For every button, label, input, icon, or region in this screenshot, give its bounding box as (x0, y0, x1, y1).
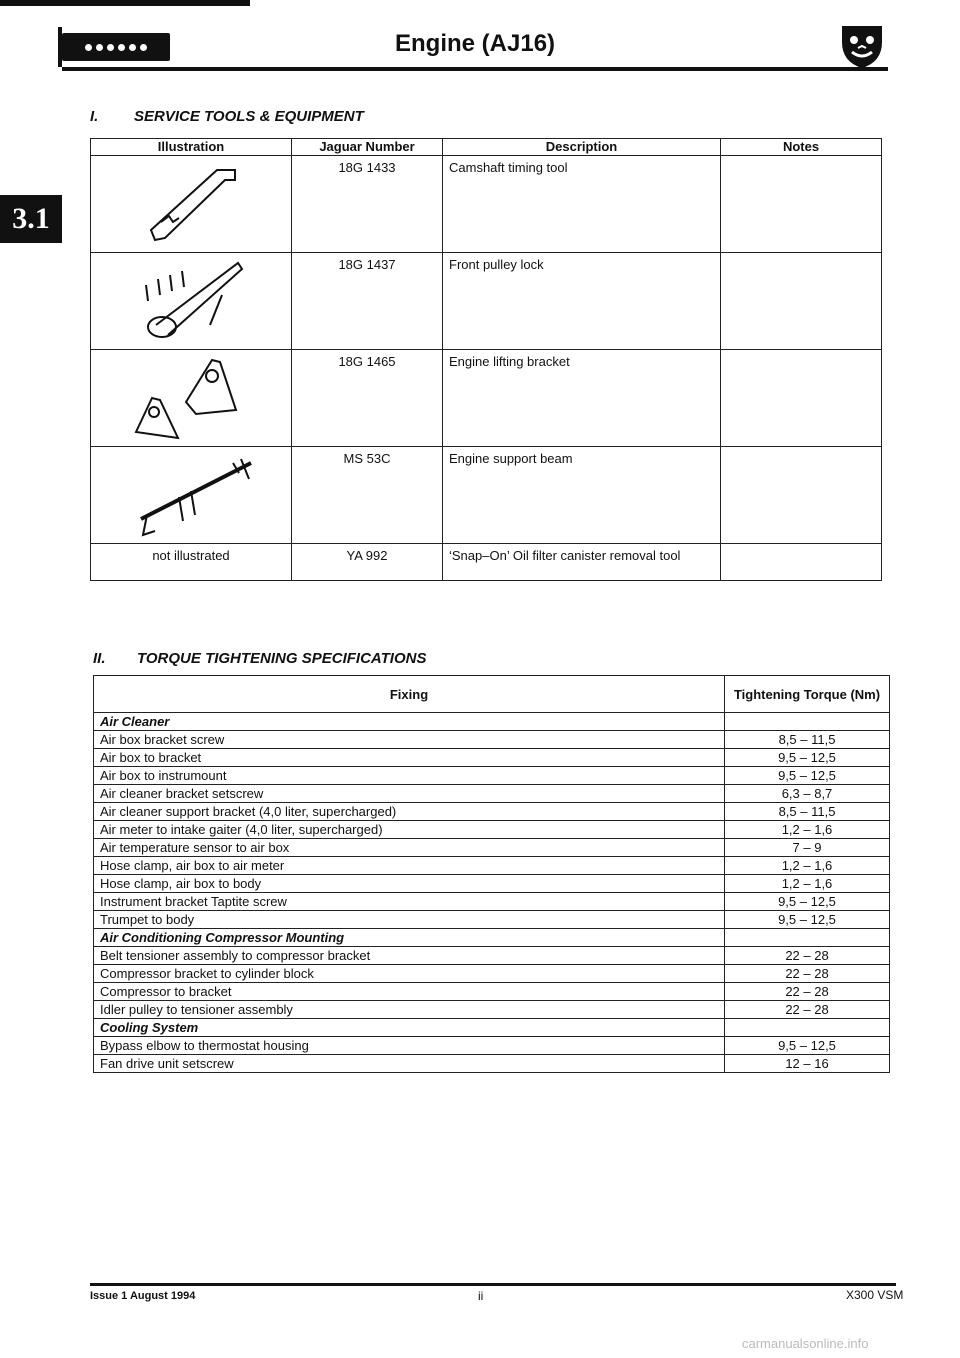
section-heading-2 (93, 650, 426, 667)
table-row (94, 1001, 890, 1019)
notes (721, 544, 882, 581)
page-title: Engine (AJ16) (395, 30, 556, 57)
torque-value: 6,3 – 8,7 (725, 785, 890, 803)
table-row (91, 447, 882, 544)
section-title: SERVICE TOOLS & EQUIPMENT (134, 108, 364, 125)
section-tab: 3.1 (0, 195, 62, 243)
illustration-cell (91, 253, 292, 350)
footer-issue: Issue 1 August 1994 (90, 1290, 196, 1302)
torque-value: 9,5 – 12,5 (725, 767, 890, 785)
fixing: Instrument bracket Taptite screw (94, 893, 725, 911)
header-rule (62, 67, 888, 71)
jaguar-number: MS 53C (292, 447, 443, 544)
table-row (94, 803, 890, 821)
manual-logo (62, 33, 170, 61)
torque-value: 8,5 – 11,5 (725, 803, 890, 821)
jaguar-number: 18G 1437 (292, 253, 443, 350)
torque-value (725, 1019, 890, 1037)
torque-value: 22 – 28 (725, 983, 890, 1001)
table-row (91, 253, 882, 350)
torque-specs-table (93, 675, 890, 1073)
section-title: TORQUE TIGHTENING SPECIFICATIONS (137, 650, 427, 667)
fixing: Trumpet to body (94, 911, 725, 929)
top-rule (0, 0, 250, 6)
engine-lifting-bracket-icon (126, 352, 256, 444)
table-header-row (94, 676, 890, 713)
fixing: Air cleaner support bracket (4,0 liter, supercharged) (94, 803, 725, 821)
table-row (94, 731, 890, 749)
notes (721, 350, 882, 447)
fixing: Fan drive unit setscrew (94, 1055, 725, 1073)
table-row (91, 156, 882, 253)
category-row (94, 1019, 890, 1037)
torque-value: 9,5 – 12,5 (725, 911, 890, 929)
torque-value: 9,5 – 12,5 (725, 893, 890, 911)
table-row (94, 821, 890, 839)
description: Front pulley lock (443, 253, 721, 350)
torque-value (725, 929, 890, 947)
table-header-row (91, 139, 882, 156)
camshaft-timing-tool-icon (131, 158, 251, 246)
description: Camshaft timing tool (443, 156, 721, 253)
fixing: Hose clamp, air box to air meter (94, 857, 725, 875)
table-row (91, 544, 882, 581)
torque-value (725, 713, 890, 731)
table-row (91, 350, 882, 447)
fixing: Air meter to intake gaiter (4,0 liter, supercharged) (94, 821, 725, 839)
torque-value: 12 – 16 (725, 1055, 890, 1073)
col-header: Description (443, 139, 721, 156)
category-label: Air Cleaner (94, 713, 725, 731)
category-label: Cooling System (94, 1019, 725, 1037)
fixing: Air temperature sensor to air box (94, 839, 725, 857)
table-row (94, 1037, 890, 1055)
illustration-text: not illustrated (91, 544, 292, 581)
col-header: Notes (721, 139, 882, 156)
description: Engine lifting bracket (443, 350, 721, 447)
illustration-cell (91, 447, 292, 544)
table-row (94, 857, 890, 875)
notes (721, 447, 882, 544)
table-row (94, 1055, 890, 1073)
torque-value: 1,2 – 1,6 (725, 875, 890, 893)
table-row (94, 947, 890, 965)
fixing: Compressor bracket to cylinder block (94, 965, 725, 983)
engine-support-beam-icon (121, 449, 261, 537)
fixing: Hose clamp, air box to body (94, 875, 725, 893)
table-row (94, 785, 890, 803)
fixing: Idler pulley to tensioner assembly (94, 1001, 725, 1019)
notes (721, 253, 882, 350)
torque-value: 8,5 – 11,5 (725, 731, 890, 749)
fixing: Compressor to bracket (94, 983, 725, 1001)
illustration-cell (91, 156, 292, 253)
footer-doc-id: X300 VSM (846, 1288, 904, 1302)
torque-value: 22 – 28 (725, 965, 890, 983)
fixing: Air box bracket screw (94, 731, 725, 749)
fixing: Bypass elbow to thermostat housing (94, 1037, 725, 1055)
section-heading-1 (90, 108, 364, 125)
torque-value: 1,2 – 1,6 (725, 857, 890, 875)
illustration-cell (91, 350, 292, 447)
jaguar-badge-icon (838, 20, 886, 70)
col-header: Tightening Torque (Nm) (725, 676, 890, 713)
torque-value: 9,5 – 12,5 (725, 749, 890, 767)
category-row (94, 713, 890, 731)
table-row (94, 839, 890, 857)
footer-page-number: ii (478, 1289, 484, 1303)
category-label: Air Conditioning Compressor Mounting (94, 929, 725, 947)
section-number: I. (90, 108, 99, 125)
service-tools-table (90, 138, 882, 581)
fixing: Air box to bracket (94, 749, 725, 767)
table-row (94, 965, 890, 983)
col-header: Jaguar Number (292, 139, 443, 156)
front-pulley-lock-icon (126, 255, 256, 343)
jaguar-number: 18G 1465 (292, 350, 443, 447)
description: Engine support beam (443, 447, 721, 544)
torque-value: 9,5 – 12,5 (725, 1037, 890, 1055)
fixing: Air box to instrumount (94, 767, 725, 785)
table-row (94, 767, 890, 785)
table-row (94, 875, 890, 893)
table-row (94, 749, 890, 767)
section-number: II. (93, 650, 106, 667)
torque-value: 1,2 – 1,6 (725, 821, 890, 839)
watermark: carmanualsonline.info (742, 1336, 869, 1351)
notes (721, 156, 882, 253)
jaguar-number: YA 992 (292, 544, 443, 581)
torque-value: 22 – 28 (725, 947, 890, 965)
jaguar-number: 18G 1433 (292, 156, 443, 253)
footer-rule (90, 1283, 896, 1286)
table-row (94, 893, 890, 911)
description: ‘Snap–On’ Oil filter canister removal tool (443, 544, 721, 581)
table-row (94, 983, 890, 1001)
category-row (94, 929, 890, 947)
torque-value: 7 – 9 (725, 839, 890, 857)
fixing: Belt tensioner assembly to compressor bracket (94, 947, 725, 965)
table-row (94, 911, 890, 929)
col-header: Illustration (91, 139, 292, 156)
col-header: Fixing (94, 676, 725, 713)
torque-value: 22 – 28 (725, 1001, 890, 1019)
fixing: Air cleaner bracket setscrew (94, 785, 725, 803)
